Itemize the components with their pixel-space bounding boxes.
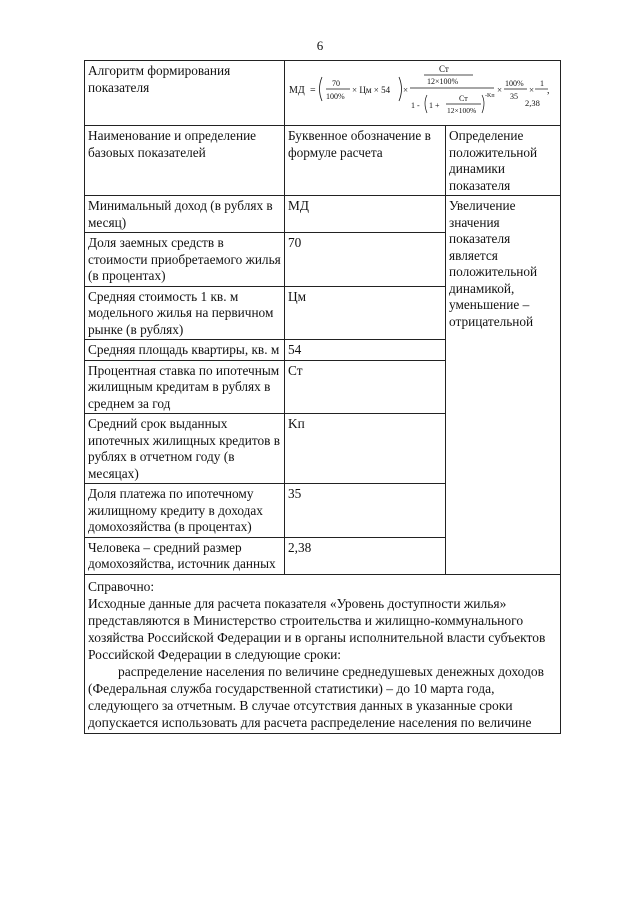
row-name: Минимальный доход (в рублях в месяц) (85, 196, 285, 233)
svg-text:×: × (529, 85, 535, 95)
formula-lhs: МД (289, 85, 305, 96)
row-name: Доля заемных средств в стоимости приобретаемого жилья (в процентах) (85, 233, 285, 287)
row-name: Процентная ставка по ипотечным жилищным кредитам в рублях в среднем за год (85, 360, 285, 414)
svg-text:×: × (497, 85, 503, 95)
formula-238: 2,38 (525, 98, 540, 108)
row-symbol: 54 (285, 340, 446, 361)
row-name: Доля платежа по ипотечному жилищному кредиту в доходах домохозяйства (в процентах) (85, 484, 285, 538)
row-symbol: МД (285, 196, 446, 233)
right-paren (399, 77, 402, 101)
formula-70: 70 (332, 79, 340, 88)
row-symbol: 2,38 (285, 537, 446, 574)
indicator-table (84, 60, 561, 734)
formula (289, 61, 549, 125)
formula-ct-inner-den: 12×100% (447, 106, 477, 115)
reference-cell (85, 574, 561, 733)
header-row (85, 126, 561, 196)
formula-100-percent-2: 100% (505, 79, 524, 88)
row-symbol: Kп (285, 414, 446, 484)
formula-35: 35 (510, 92, 518, 101)
row-name: Средняя стоимость 1 кв. м модельного жилья на первичном рынке (в рублях) (85, 286, 285, 340)
table-row (85, 196, 561, 233)
algorithm-label: Алгоритм формирования показателя (85, 61, 285, 126)
row-symbol: 70 (285, 233, 446, 287)
formula-cell: МД = 70 100% × Цм × 54 × Ст 12×100% 1 - 1 + Ст 12×100% -Kп × 100% 35 × 1 2,38 , (285, 61, 561, 126)
formula-ct-den: 12×100% (427, 77, 459, 86)
formula-100-percent: 100% (326, 92, 345, 101)
formula-one: 1 (540, 79, 544, 88)
row-name: Средний срок выданных ипотечных жилищных кредитов в рублях в отчетном году (в месяцах) (85, 414, 285, 484)
page-number: 6 (316, 38, 324, 53)
formula-cm-54: × Цм × 54 (352, 85, 391, 95)
formula-one-plus: 1 + (429, 101, 440, 110)
row-symbol: Ст (285, 360, 446, 414)
formula-row (85, 61, 561, 126)
formula-one-minus: 1 - (411, 101, 420, 110)
dynamics-cell: Увеличение значения показателя является положительной динамикой, уменьшение – отрицательной (446, 196, 561, 575)
svg-text:=: = (310, 85, 316, 96)
formula-exponent: -Kп (485, 93, 495, 99)
formula-ct-inner: Ст (459, 94, 468, 103)
svg-text:×: × (403, 85, 409, 95)
reference-paragraph-1: Исходные данные для расчета показателя «Уровень доступности жилья» представляются в Министерство строительства и жилищно-коммунального хозяйства Российской Федерации и в органы исполнительной власти субъектов Российской Федерации в следующие сроки: (88, 595, 546, 662)
left-paren (320, 77, 323, 101)
header-col2: Буквенное обозначение в формуле расчета (285, 126, 446, 196)
formula-ct: Ст (439, 64, 449, 74)
row-name: Средняя площадь квартиры, кв. м (85, 340, 285, 361)
reference-row (85, 574, 561, 733)
row-name: Человека – средний размер домохозяйства, источник данных (85, 537, 285, 574)
reference-title: Справочно: (88, 578, 155, 594)
reference-paragraph-2: распределение населения по величине среднедушевых денежных доходов (Федеральная служба государственной статистики) – до 10 марта года, следующего за отчетным. В случае отсутствия данных в указанные сроки допускается использовать для расчета распределение населения по величине (88, 663, 544, 730)
header-col3: Определение положительной динамики показателя (446, 126, 561, 196)
row-symbol: Цм (285, 286, 446, 340)
row-symbol: 35 (285, 484, 446, 538)
header-col1: Наименование и определение базовых показателей (85, 126, 285, 196)
